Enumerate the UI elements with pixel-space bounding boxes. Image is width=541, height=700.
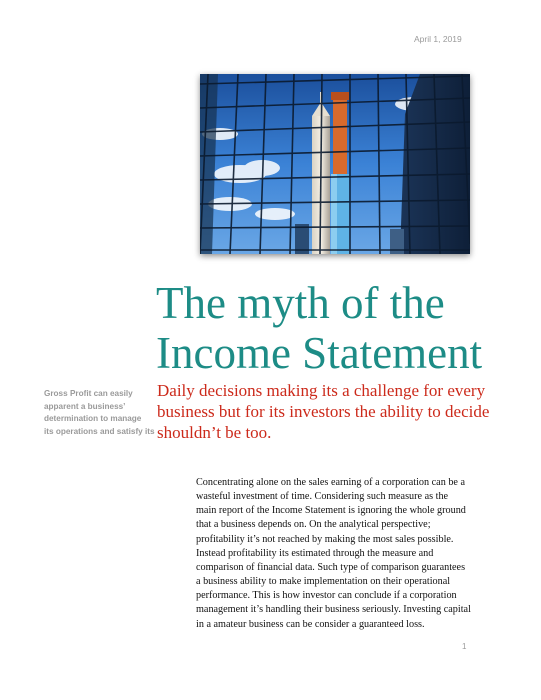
page-number: 1 (462, 642, 467, 651)
body-line: a business ability to make implementation on their operational (196, 576, 451, 588)
body-line: main report of the Income Statement is ignoring the whole ground (196, 505, 466, 517)
body-line: wasteful investment of time. Considering such measure as the (196, 491, 449, 503)
subtitle (157, 380, 497, 443)
title-line: Income Statement (156, 328, 483, 378)
sidebar-line: determination to manage (44, 414, 142, 423)
document-date: April 1, 2019 (414, 34, 462, 44)
body-line: profitability it’s not reached by making the most sales possible. (196, 533, 454, 545)
body-line: comparison of financial data. Such type of comparison guarantees (196, 561, 466, 573)
hero-photo (200, 74, 470, 254)
subtitle-line: business but for its investors the ability to decide (157, 402, 490, 421)
body-line: management it’s handling their business seriously. Investing capital (196, 604, 471, 616)
sidebar-pull-quote (44, 388, 159, 438)
body-paragraph (196, 476, 496, 632)
body-line: in a amateur business can be consider a guaranteed loss. (196, 618, 425, 630)
sidebar-line: its operations and satisfy its (44, 426, 155, 436)
body-line: that a business depends on. On the analytical perspective; (196, 519, 431, 531)
body-line: Instead profitability its estimated through the measure and (196, 547, 434, 559)
page-title (156, 278, 536, 378)
sidebar-line: Gross Profit can easily (44, 389, 133, 398)
subtitle-line: Daily decisions making its a challenge for every (157, 381, 486, 400)
skyscraper-reflection-photo (200, 74, 470, 254)
body-line: performance. This is how investor can conclude if a corporation (196, 590, 457, 602)
sidebar-line: apparent a business’ (44, 401, 126, 411)
body-line: Concentrating alone on the sales earning of a corporation can be a (196, 477, 466, 488)
title-line: The myth of the (156, 278, 445, 328)
subtitle-line: shouldn’t be too. (157, 423, 272, 442)
